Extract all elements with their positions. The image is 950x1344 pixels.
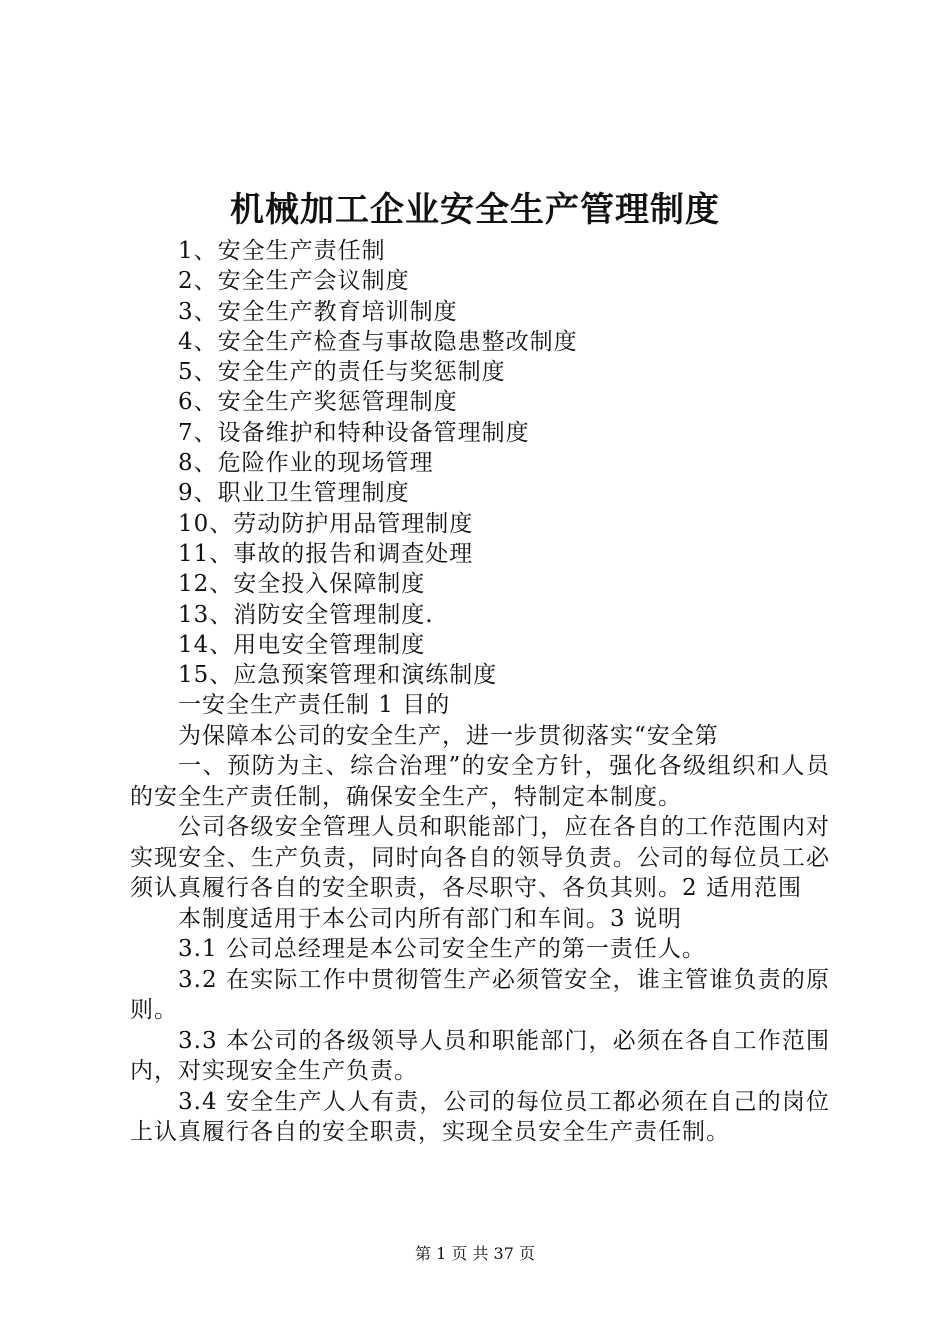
toc-item: 3、安全生产教育培训制度 [178, 298, 458, 325]
document-title: 机械加工企业安全生产管理制度 [230, 190, 720, 230]
toc-item: 5、安全生产的责任与奖惩制度 [178, 359, 506, 386]
body-paragraph: 3.2 在实际工作中贯彻管生产必须管安全，谁主管谁负责的原则。 [130, 966, 830, 1023]
toc-item: 9、职业卫生管理制度 [178, 480, 410, 507]
body-paragraph: 一、预防为主、综合治理”的安全方针，强化各级组织和人员的安全生产责任制，确保安全生产，特制定本制度。 [130, 753, 830, 810]
toc-item: 14、用电安全管理制度 [178, 631, 426, 658]
body-paragraph: 3.3 本公司的各级领导人员和职能部门，必须在各自工作范围内，对实现安全生产负责。 [130, 1027, 830, 1084]
toc-item: 2、安全生产会议制度 [178, 268, 410, 295]
section-heading: 一安全生产责任制 1 目的 [178, 692, 451, 718]
document-body [130, 690, 830, 1148]
toc-item: 6、安全生产奖惩管理制度 [178, 389, 458, 416]
toc-item: 8、危险作业的现场管理 [178, 450, 434, 477]
body-paragraph: 3.4 安全生产人人有责，公司的每位员工都必须在自己的岗位上认真履行各自的安全职责，实现全员安全生产责任制。 [130, 1088, 830, 1145]
toc-item: 4、安全生产检查与事故隐患整改制度 [178, 328, 578, 355]
toc-item: 15、应急预案管理和演练制度 [178, 662, 498, 689]
body-paragraph: 本制度适用于本公司内所有部门和车间。3 说明 [178, 905, 682, 932]
body-paragraph: 公司各级安全管理人员和职能部门，应在各自的工作范围内对实现安全、生产负责，同时向各自的领导负责。公司的每位员工必须认真履行各自的安全职责，各尽职守、各负其则。2 适用范围 [130, 814, 830, 901]
toc-item: 11、事故的报告和调查处理 [178, 540, 474, 567]
body-paragraph: 为保障本公司的安全生产，进一步贯彻落实“安全第 [178, 722, 719, 749]
toc-item: 13、消防安全管理制度. [178, 601, 434, 628]
body-paragraph: 3.1 公司总经理是本公司安全生产的第一责任人。 [178, 936, 706, 962]
toc-item: 12、安全投入保障制度 [178, 571, 426, 598]
toc-item: 7、设备维护和特种设备管理制度 [178, 419, 530, 446]
page-footer: 第 1 页 共 37 页 [415, 1244, 535, 1263]
table-of-contents [178, 236, 878, 690]
toc-item: 1、安全生产责任制 [178, 238, 386, 264]
toc-item: 10、劳动防护用品管理制度 [178, 510, 474, 537]
